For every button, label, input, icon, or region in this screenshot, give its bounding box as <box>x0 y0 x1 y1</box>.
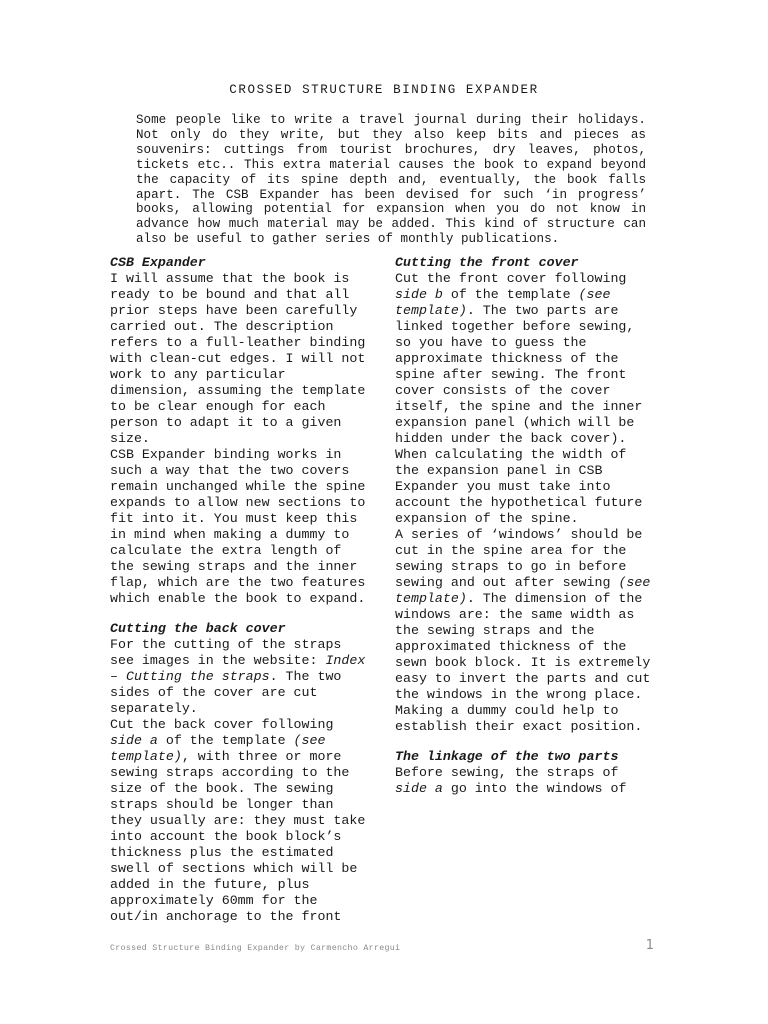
paragraph <box>110 637 372 717</box>
page-footer: Crossed Structure Binding Expander by Carmencho Arregui <box>110 944 401 953</box>
text-run: go into the windows of <box>442 781 627 796</box>
section-heading: CSB Expander <box>110 255 206 270</box>
paragraph <box>395 527 657 735</box>
website-reference: Index – Cutting the straps <box>110 653 366 684</box>
paragraph <box>395 271 657 527</box>
text-run: For the cutting of the straps see images in the website: <box>110 637 342 668</box>
paragraph: I will assume that the book is ready to be bound and that all prior steps have been carefully carried out. The description refers to a full-leather binding with clean-cut edges. I will not work to any particular dimension, assuming the template to be clear enough for each person to adapt it to a given size. <box>110 271 366 446</box>
section-heading: Cutting the front cover <box>395 255 579 270</box>
template-reference: (see template) <box>395 575 651 606</box>
section-heading: Cutting the back cover <box>110 621 286 636</box>
text-run: of the template <box>442 287 579 302</box>
text-run: Cut the back cover following <box>110 717 334 732</box>
template-side-reference: side a <box>395 781 443 796</box>
right-column-flow <box>395 255 657 797</box>
text-run: . The two sides of the cover are cut separately. <box>110 669 342 716</box>
template-side-reference: side a <box>110 733 158 748</box>
template-reference: (see template) <box>395 287 611 318</box>
template-side-reference: side b <box>395 287 443 302</box>
page-number: 1 <box>645 938 654 953</box>
intro-paragraph: Some people like to write a travel journal during their holidays. Not only do they write, but they also keep bits and pieces as souvenirs: cuttings from tourist brochures, dry leaves, photos, tickets etc.. This extra material causes the book to expand beyond the capacity of its spine depth and, eventually, the book falls apart. The CSB Expander has been devised for such ‘in progress’ books, allowing potential for expansion when you do not know in advance how much material may be added. This kind of structure can also be useful to gather series of monthly publications. <box>136 113 646 247</box>
text-run: A series of ‘windows’ should be cut in the spine area for the sewing straps to go in before sewing and out after sewing <box>395 527 643 590</box>
left-column <box>110 255 372 925</box>
page-title: CROSSED STRUCTURE BINDING EXPANDER <box>229 83 539 97</box>
text-run: Cut the front cover following <box>395 271 627 286</box>
text-run: Before sewing, the straps of <box>395 765 619 780</box>
template-reference: (see template) <box>110 733 326 764</box>
text-run: . The dimension of the windows are: the same width as the sewing straps and the approximated thickness of the sewn book block. It is extremely easy to invert the parts and cut the windows in the wrong place. Making a dummy could help to establish their exact position. <box>395 591 651 734</box>
paragraph: CSB Expander binding works in such a way that the two covers remain unchanged while the spine expands to allow new sections to fit into it. You must keep this in mind when making a dummy to calculate the extra length of the sewing straps and the inner flap, which are the two features which enable the book to expand. <box>110 447 366 606</box>
text-run: . The two parts are linked together before sewing, so you have to guess the approximate thickness of the spine after sewing. The front cover consists of the cover itself, the spine and the inner expansion panel (which will be hidden under the back cover). When calculating the width of the expansion panel in CSB Expander you must take into account the hypothetical future expansion of the spine. <box>395 303 643 526</box>
text-run: of the template <box>157 733 294 748</box>
paragraph <box>395 765 657 797</box>
section-heading: The linkage of the two parts <box>395 749 619 764</box>
paragraph <box>110 717 372 925</box>
text-run: , with three or more sewing straps according to the size of the book. The sewing straps should be longer than they usually are: they must take into account the book block’s thickness plus the estimated swell of sections which will be added in the future, plus approximately 60mm for the out/in anchorage to the front <box>110 749 366 924</box>
